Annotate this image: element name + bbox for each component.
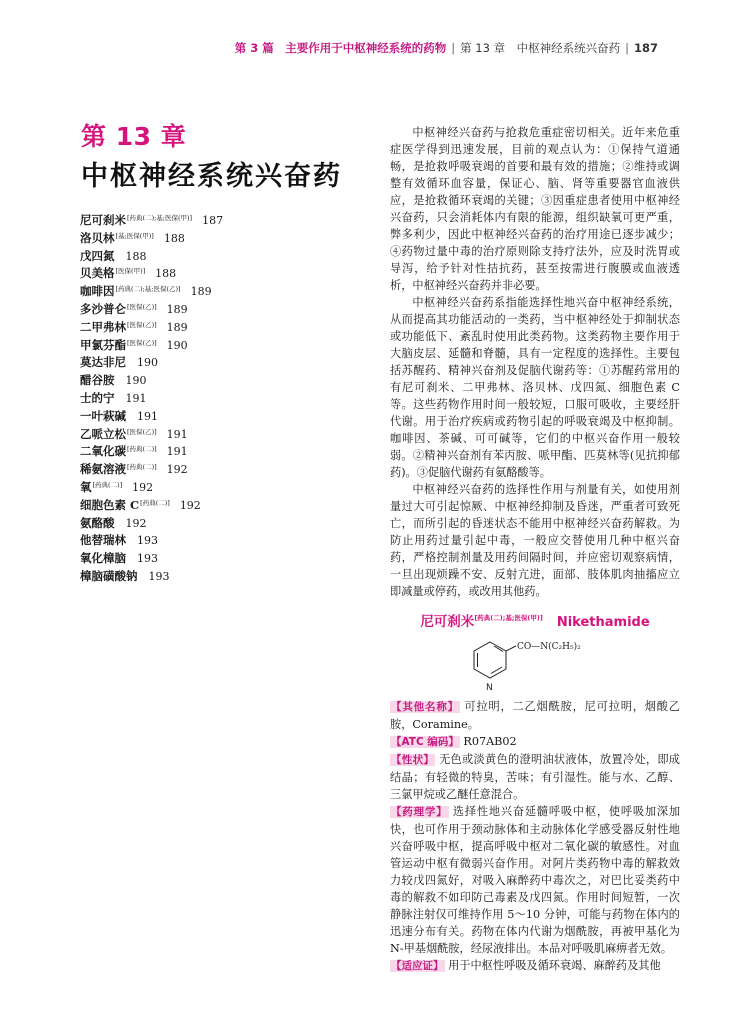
field-text: R07AB02 [463,735,517,748]
toc-item[interactable] [80,479,310,497]
toc-drug-name: 咖啡因 [80,284,115,299]
toc-drug-name: 稀氨溶液 [80,462,126,477]
chapter-toc [80,212,310,586]
structure-nitrogen-label: N [486,683,493,693]
field-indications [390,957,680,975]
field-other-names [390,698,680,733]
toc-page: 188 [125,249,147,263]
toc-item[interactable] [80,497,310,515]
toc-drug-name: 乙哌立松 [80,426,126,441]
field-pharmacology [390,803,680,957]
field-label: 【适应证】 [391,960,444,972]
toc-drug-tag: [医保(乙)] [127,320,157,329]
toc-drug-name: 氧化樟脑 [80,551,126,566]
field-atc-code [390,733,680,751]
page-number: 187 [633,41,658,55]
toc-drug-tag: [医保(乙)] [127,338,157,347]
field-label: 【ATC 编码】 [391,736,459,748]
running-header-part: 第 3 篇 主要作用于中枢神经系统的药物 [234,41,447,55]
toc-drug-tag: [基;医保(甲)] [115,231,154,240]
body-column [390,124,680,975]
field-text: 无色或淡黄色的澄明油状液体，放置冷处，即成结晶；有轻微的特臭，苦味；有引湿性。能与水、乙醇、三氯甲烷或乙醚任意混合。 [390,753,680,801]
toc-page: 190 [137,356,158,370]
toc-page: 193 [148,569,170,583]
toc-item[interactable] [80,212,310,230]
monograph-title [390,610,680,632]
toc-drug-name: 二甲弗林 [80,319,126,334]
toc-drug-name: 樟脑磺酸钠 [80,568,138,583]
toc-item[interactable] [80,568,310,586]
toc-page: 189 [166,320,188,334]
field-label: 【其他名称】 [391,701,460,713]
toc-drug-name: 甲氯芬酯 [80,337,126,352]
toc-drug-name: 尼可刹米 [80,213,126,227]
field-label: 【性状】 [391,754,435,766]
toc-page: 192 [125,516,147,530]
chapter-number: 第 13 章 [81,122,187,151]
toc-drug-tag: [药典(二);基;医保(甲)] [127,214,193,222]
toc-page: 187 [202,214,224,227]
toc-item[interactable] [80,443,310,461]
toc-drug-name: 多沙普仑 [80,301,126,316]
toc-item[interactable] [80,550,310,568]
running-header: 第 3 篇 主要作用于中枢神经系统的药物 | 第 13 章 中枢神经系统兴奋药 | 187 [234,41,658,55]
toc-drug-name: 士的宁 [80,390,115,405]
monograph-name-cn: 尼可刹米 [420,614,475,630]
toc-page: 191 [125,391,147,405]
toc-page: 189 [190,285,212,299]
toc-item[interactable] [80,390,310,408]
toc-page: 193 [137,552,158,566]
intro-paragraph: 中枢神经兴奋药与抢救危重症密切相关。近年来危重症医学得到迅速发展，目前的观点认为：①保持气道通畅，是抢救呼吸衰竭的首要和最有效的措施；②维持或调整有效循环血容量，保证心、脑、肾等重要器官血液供应，是抢救循环衰竭的关键；③因重症患者使用中枢神经兴奋药，只会消耗体内有限的能源，组织缺氧可更严重，弊多利少，因此中枢神经兴奋药的治疗用途已逐步减少；④药物过量中毒的治疗原则除支持疗法外，应及时洗胃或导泻，给予针对性拮抗药，甚至按需进行腹膜或血液透析，中枢神经兴奋药并非必要。 [390,126,680,292]
toc-page: 191 [137,409,158,423]
intro-paragraph: 中枢神经兴奋药的选择性作用与剂量有关，如使用剂量过大可引起惊厥、中枢神经抑制及昏迷，严重者可致死亡，而所引起的昏迷状态不能用中枢神经兴奋药解救。为防止用药过量引起中毒，一般应交替使用几种中枢兴奋药，严格控制剂量及用药间隔时间，并应密切观察病情，一旦出现烦躁不安、反射亢进，面部、肢体肌肉抽搐应立即减量或停药，或改用其他药。 [390,483,680,598]
pyridine-structure-icon [468,636,608,696]
toc-drug-tag: [药典(二)] [127,463,157,472]
monograph-name-en: Nikethamide [556,615,650,630]
toc-page: 188 [163,231,185,245]
toc-page: 193 [137,534,158,548]
intro-paragraph: 中枢神经兴奋药系指能选择性地兴奋中枢神经系统，从而提高其功能活动的一类药，当中枢神经处于抑制状态或功能低下、紊乱时使用此类药物。这类药物主要作用于大脑皮层、延髓和脊髓，具有一定程度的选择性。主要包括苏醒药、精神兴奋剂及促脑代谢药等：①苏醒药常用的有尼可刹米、二甲弗林、洛贝林、戊四氮、细胞色素 C 等。这些药物作用时间一般较短，口服可吸收，主要经肝代谢。用于治疗疾病或药物引起的呼吸衰竭及中枢抑制。咖啡因、茶碱、可可碱等，它们的中枢兴奋作用一般较弱。②精神兴奋剂有苯丙胺、哌甲酯、匹莫林等(见抗抑郁药)。③促脑代谢药有氨酪酸等。 [390,296,680,479]
toc-drug-tag: [药典(二)] [140,498,170,507]
toc-page: 192 [132,480,154,494]
toc-page: 192 [179,498,201,512]
toc-page: 190 [166,338,188,352]
toc-item[interactable] [80,426,310,444]
toc-drug-name: 一叶萩碱 [80,408,126,423]
toc-drug-tag: [药典(二);基;医保(乙)] [115,285,181,294]
field-label: 【药理学】 [391,806,448,818]
toc-item[interactable] [80,265,310,283]
toc-item[interactable] [80,408,310,426]
field-properties [390,751,680,803]
toc-drug-tag: [医保(甲)] [115,267,146,276]
toc-item[interactable] [80,301,310,319]
toc-drug-name: 戊四氮 [80,248,115,263]
structure-substituent: CO—N(C₂H₅)₂ [517,642,581,652]
toc-item[interactable] [80,515,310,533]
toc-drug-name: 洛贝林 [80,230,115,245]
toc-drug-name: 他替瑞林 [80,533,126,548]
toc-item[interactable] [80,230,310,248]
toc-item[interactable] [80,283,310,301]
toc-drug-name: 莫达非尼 [80,355,126,370]
field-text: 选择性地兴奋延髓呼吸中枢，使呼吸加深加快，也可作用于颈动脉体和主动脉体化学感受器反射性地兴奋呼吸中枢，提高呼吸中枢对二氧化碳的敏感性。对血管运动中枢有微弱兴奋作用。对阿片类药物中毒的解救效力较戊四氮好，对吸入麻醉药中毒次之，对巴比妥类药中毒的解救不如印防己毒素及戊四氮。作用时间短暂，一次静脉注射仅可维持作用 5～10 分钟，可能与药物在体内的迅速分布有关。药物在体内代谢为烟酰胺，再被甲基化为 N-甲基烟酰胺，经尿液排出。本品对呼吸肌麻痹者无效。 [390,805,681,955]
toc-item[interactable] [80,372,310,390]
toc-drug-name: 氨酪酸 [80,515,115,530]
toc-drug-tag: [药典(二)] [127,445,157,454]
toc-item[interactable] [80,337,310,355]
toc-drug-name: 氧 [80,479,92,494]
toc-page: 191 [166,445,188,459]
field-text: 用于中枢性呼吸及循环衰竭、麻醉药及其他 [448,959,661,972]
toc-drug-tag: [医保(乙)] [127,302,157,311]
toc-item[interactable] [80,319,310,337]
toc-page: 189 [166,302,188,316]
chapter-title: 中枢神经系统兴奋药 [81,161,342,192]
toc-page: 191 [166,427,188,441]
toc-page: 192 [166,463,188,477]
toc-drug-name: 醋谷胺 [80,373,115,388]
toc-page: 190 [125,374,147,388]
toc-item[interactable] [80,354,310,372]
toc-page: 188 [155,267,177,281]
toc-drug-name: 细胞色素 C [80,497,140,512]
field-text: 可拉明，二乙烟酰胺，尼可拉明，烟酸乙胺，Coramine。 [390,700,680,731]
toc-drug-tag: [医保(乙)] [127,427,157,436]
running-header-chapter: 第 13 章 中枢神经系统兴奋药 [460,41,621,55]
toc-drug-tag: [药典(二)] [92,480,123,489]
monograph-tag: [药典(二);基;医保(甲)] [474,614,543,622]
toc-drug-name: 贝美格 [80,266,115,281]
toc-item[interactable] [80,532,310,550]
toc-item[interactable] [80,248,310,266]
chapter-heading [81,117,342,193]
chemical-structure [390,636,680,698]
toc-drug-name: 二氧化碳 [80,444,126,459]
